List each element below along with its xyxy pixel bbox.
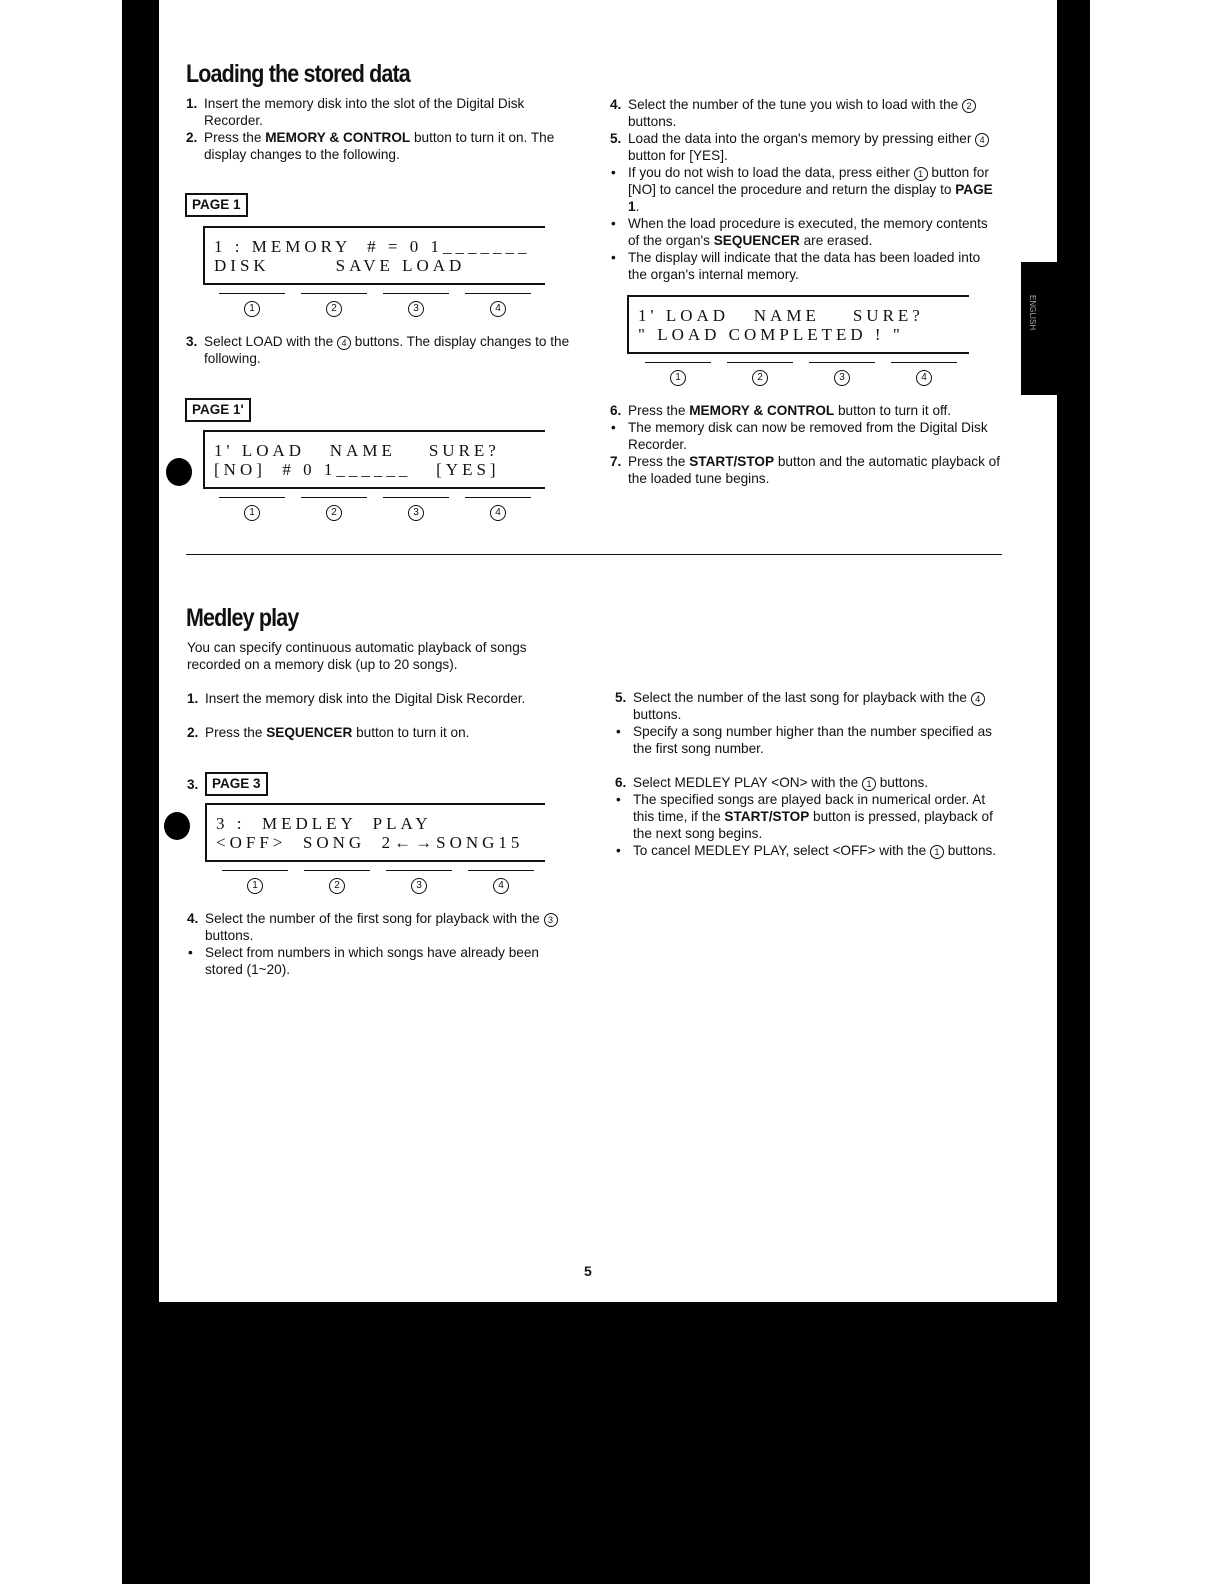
section-title-loading: Loading the stored data xyxy=(186,60,410,88)
button-number: 2 xyxy=(326,505,342,521)
step-number: 4. xyxy=(187,911,199,926)
step-text: Press the xyxy=(205,725,267,740)
step-text: Press the xyxy=(204,130,266,145)
bullet-icon: • xyxy=(611,420,616,435)
panel-button-2[interactable] xyxy=(301,497,367,521)
button-number: 1 xyxy=(244,301,260,317)
button-number: 3 xyxy=(411,878,427,894)
step-text: Insert the memory disk into the slot of the Digital Disk Recorder. xyxy=(204,96,525,128)
step-text: Load the data into the organ's memory by pressing either xyxy=(628,131,976,146)
step-text: button to turn it on. The display changes to the following. xyxy=(204,130,555,162)
note-cancel xyxy=(610,164,1002,215)
step-number: 6. xyxy=(610,403,622,418)
bullet-icon: • xyxy=(616,843,621,858)
medley-steps-left xyxy=(187,910,579,978)
button-number: 3 xyxy=(408,505,424,521)
bullet-icon: • xyxy=(611,216,616,231)
lcd-load-completed xyxy=(627,295,969,354)
panel-button-1[interactable] xyxy=(222,870,288,894)
button-number: 2 xyxy=(752,370,768,386)
panel-button-4[interactable] xyxy=(468,870,534,894)
step-text: button and the automatic playback of the loaded tune begins. xyxy=(628,454,1001,486)
button-number: 4 xyxy=(490,505,506,521)
button-number: 1 xyxy=(247,878,263,894)
bullet-icon: • xyxy=(616,792,621,807)
lcd-line-1: 1' LOAD NAME SURE? xyxy=(214,441,500,460)
button-name: SEQUENCER xyxy=(266,725,353,740)
section-title-medley: Medley play xyxy=(186,604,299,632)
panel-button-2[interactable] xyxy=(304,870,370,894)
step-number: 1. xyxy=(186,96,198,111)
bullet-icon: • xyxy=(188,945,193,960)
medley-note-order xyxy=(615,791,1005,842)
bottom-black-area xyxy=(122,1302,1090,1584)
medley-steps-right-2 xyxy=(615,774,1005,859)
button-number: 2 xyxy=(329,878,345,894)
button-number: 4 xyxy=(493,878,509,894)
page-1prime-label: PAGE 1' xyxy=(185,398,251,422)
side-tab-label: ENGLISH xyxy=(1028,295,1037,331)
lcd-page-3 xyxy=(205,803,545,862)
button-name: START/STOP xyxy=(724,809,810,824)
note-text: are erased. xyxy=(799,233,873,248)
medley-step-2 xyxy=(187,724,579,741)
step-6 xyxy=(610,402,1002,419)
note-remove xyxy=(610,419,1002,453)
step-text: Press the xyxy=(628,403,690,418)
medley-note-cancel xyxy=(615,842,1005,859)
step-text: buttons. xyxy=(875,775,929,790)
step-number: 2. xyxy=(187,725,199,740)
lcd-page-1 xyxy=(203,226,545,285)
loading-left-steps xyxy=(186,95,578,163)
step-3 xyxy=(186,333,578,367)
step-number: 3. xyxy=(186,334,198,349)
button-number: 3 xyxy=(408,301,424,317)
lcd-line-2: " LOAD COMPLETED ! " xyxy=(638,325,904,344)
panel-button-4[interactable] xyxy=(465,293,531,317)
note-text: To cancel MEDLEY PLAY, select <OFF> with the xyxy=(633,843,930,858)
medley-note-range xyxy=(187,944,579,978)
lcd-line-1: 1 : MEMORY # = 0 1_______ xyxy=(214,237,531,256)
lcd-page-1prime xyxy=(203,430,545,489)
step-number: 6. xyxy=(615,775,627,790)
medley-step-3-number: 3. xyxy=(187,777,199,792)
bullet-marker-icon xyxy=(164,812,190,840)
panel-button-1[interactable] xyxy=(219,293,285,317)
step-text: Insert the memory disk into the Digital Disk Recorder. xyxy=(205,691,526,706)
step-7 xyxy=(610,453,1002,487)
step-text: Select LOAD with the xyxy=(204,334,337,349)
button-name: START/STOP xyxy=(689,454,775,469)
step-number: 7. xyxy=(610,454,622,469)
page-3-label: PAGE 3 xyxy=(205,772,268,796)
page-number: 5 xyxy=(584,1263,592,1279)
medley-step-4 xyxy=(187,910,579,944)
button-number: 4 xyxy=(916,370,932,386)
note-text: If you do not wish to load the data, press either xyxy=(628,165,914,180)
section-divider xyxy=(186,554,1002,555)
panel-button-3[interactable] xyxy=(809,362,875,386)
step-text: button to turn it off. xyxy=(834,403,952,418)
button-ref-icon: 1 xyxy=(914,167,928,181)
button-ref-icon: 1 xyxy=(862,777,876,791)
note-text: . xyxy=(635,199,640,214)
medley-note-higher xyxy=(615,723,1005,757)
step-1 xyxy=(186,95,578,129)
note-text: Select from numbers in which songs have already been stored (1~20). xyxy=(205,945,539,977)
button-ref-icon: 3 xyxy=(544,913,558,927)
note-text: buttons. xyxy=(943,843,997,858)
lcd-line-2: [NO] # 0 1______ [YES] xyxy=(214,460,500,479)
lcd-line-2: DISK SAVE LOAD xyxy=(214,256,466,275)
lcd-line-1: 3 : MEDLEY PLAY xyxy=(216,814,432,833)
page-ref: PAGE 1 xyxy=(628,182,993,214)
note-text: The display will indicate that the data has been loaded into the organ's internal memory. xyxy=(628,250,981,282)
panel-button-4[interactable] xyxy=(465,497,531,521)
button-ref-icon: 4 xyxy=(971,692,985,706)
note-text: button for [NO] to cancel the procedure and return the display to xyxy=(628,165,989,197)
page-1-label: PAGE 1 xyxy=(185,193,248,217)
button-name: MEMORY & CONTROL xyxy=(689,403,835,418)
step-number: 5. xyxy=(615,690,627,705)
note-display xyxy=(610,249,1002,283)
button-ref-icon: 2 xyxy=(962,99,976,113)
step-4 xyxy=(610,96,1002,130)
medley-intro: You can specify continuous automatic playback of songs recorded on a memory disk (up to 20 songs). xyxy=(187,640,527,672)
note-text: The specified songs are played back in numerical order. At this time, if the xyxy=(633,792,986,824)
button-ref-icon: 4 xyxy=(975,133,989,147)
panel-button-3[interactable] xyxy=(386,870,452,894)
medley-steps-right-1 xyxy=(615,689,1005,757)
note-text: The memory disk can now be removed from the Digital Disk Recorder. xyxy=(628,420,988,452)
step-text: Select the number of the first song for playback with the xyxy=(205,911,544,926)
step-text: buttons. The display changes to the following. xyxy=(204,334,570,366)
step-text: button to turn it on. xyxy=(352,725,470,740)
note-text: button is pressed, playback of the next song begins. xyxy=(633,809,993,841)
step-text: Select MEDLEY PLAY <ON> with the xyxy=(633,775,862,790)
step-2 xyxy=(186,129,578,163)
bullet-icon: • xyxy=(611,250,616,265)
panel-button-1[interactable] xyxy=(219,497,285,521)
bullet-icon: • xyxy=(611,165,616,180)
panel-button-1[interactable] xyxy=(645,362,711,386)
lcd-line-2: <OFF> SONG 2←→SONG15 xyxy=(216,833,524,852)
step-text: button for [YES]. xyxy=(628,148,728,163)
step-text: buttons. xyxy=(633,707,682,722)
step-number: 5. xyxy=(610,131,622,146)
button-number: 2 xyxy=(326,301,342,317)
panel-button-2[interactable] xyxy=(301,293,367,317)
button-number: 1 xyxy=(670,370,686,386)
loading-right-steps-2 xyxy=(610,402,1002,487)
lcd-line-1: 1' LOAD NAME SURE? xyxy=(638,306,924,325)
step-text: buttons. xyxy=(205,928,254,943)
button-number: 3 xyxy=(834,370,850,386)
step-text: Select the number of the tune you wish to load with the xyxy=(628,97,963,112)
medley-step-5 xyxy=(615,689,1005,723)
medley-step-6 xyxy=(615,774,1005,791)
button-name: SEQUENCER xyxy=(713,233,800,248)
panel-button-3[interactable] xyxy=(383,293,449,317)
step-text: Press the xyxy=(628,454,690,469)
bullet-icon: • xyxy=(616,724,621,739)
bullet-marker-icon xyxy=(166,458,192,486)
panel-button-3[interactable] xyxy=(383,497,449,521)
medley-step-1 xyxy=(187,690,579,707)
step-text: buttons. xyxy=(628,114,677,129)
button-ref-icon: 1 xyxy=(930,845,944,859)
step-text: Select the number of the last song for playback with the xyxy=(633,690,971,705)
button-ref-icon: 4 xyxy=(337,336,351,350)
panel-button-2[interactable] xyxy=(727,362,793,386)
step-number: 2. xyxy=(186,130,198,145)
note-text: Specify a song number higher than the number specified as the first song number. xyxy=(633,724,992,756)
note-text: When the load procedure is executed, the memory contents of the organ's xyxy=(628,216,988,248)
button-number: 4 xyxy=(490,301,506,317)
button-name: MEMORY & CONTROL xyxy=(265,130,411,145)
loading-right-steps xyxy=(610,96,1002,283)
note-erase xyxy=(610,215,1002,249)
step-number: 4. xyxy=(610,97,622,112)
step-number: 1. xyxy=(187,691,199,706)
panel-button-4[interactable] xyxy=(891,362,957,386)
button-number: 1 xyxy=(244,505,260,521)
step-5 xyxy=(610,130,1002,164)
